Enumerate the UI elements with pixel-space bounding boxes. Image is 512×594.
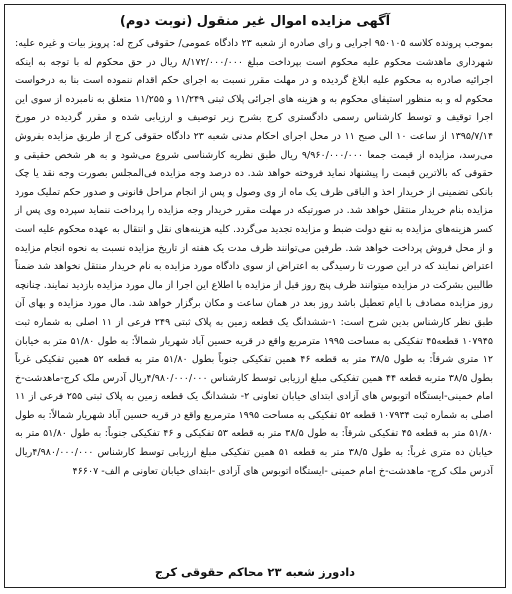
notice-signature: دادورز شعبه ۲۳ محاکم حقوقی کرج	[154, 565, 356, 579]
notice-body: بموجب پرونده کلاسه ۹۵۰۱۰۵ اجرایی و رای صادره از شعبه ۲۳ دادگاه عمومی/ حقوقی کرج له: پرویز بیات و غیره علیه: شهرداری ماهدشت محکوم علیه محکوم است بپرداخت مبلغ ۸/۱۷۲/۰۰۰/۰۰۰ ریال در حق محکوم له با توجه به اینکه اجرائیه صادره به محکوم علیه ابلاغ گردیده و در مهلت مقرر نسبت به اجرای حکم اقدام ننموده است بنا به درخواست محکوم له و به منظور استیفای محکوم به و هزینه های اجرائی پلاک ثبتی ۱۱/۲۴۹ و ۱۱/۲۵۵ متعلق به نامبرده از سوی این اجرا توقیف و توسط کارشناس رسمی دادگستری کرج بشرح زیر توصیف و ارزیابی شده و مقرر گردیده در مورخ ۱۳۹۵/۷/۱۴ از ساعت ۱۰ الی صبح ۱۱ در محل اجرای احکام مدنی شعبه ۲۳ دادگاه حقوقی کرج از طریق مزایده بفروش می‌رسد، مزایده از قیمت جمعا ۹/۹۶۰/۰۰۰/۰۰۰ ریال طبق نظریه کارشناسی شروع می‌شود و به هر شخص حقیقی و حقوقی که بالاترین قیمت را پیشنهاد نماید فروخته خواهد شد. ده درصد وجه مزایده فی‌المجلس بصورت وجه نقد یا چک بانکی تضمینی از خریدار اخذ و الباقی ظرف یک ماه از وی وصول و پس از انجام مراحل قانونی و صدور حکم تملیک مورد مزایده بنام خریدار منتقل خواهد شد. در صورتیکه در مهلت مقرر خریدار وجه مزایده را پرداخت ننماید سپرده وی پس از کسر هزینه‌های مزایده به نفع دولت ضبط و مزایده تجدید می‌گردد. کلیه هزینه‌های نقل و انتقال به عهده محکوم علیه است و از محل فروش پرداخت خواهد شد. طرفین می‌توانند ظرف مدت یک هفته از تاریخ مزایده نسبت به نحوه انجام مزایده اعتراض نمایند که در این صورت تا رسیدگی به اعتراض از سوی دادگاه مورد مزایده به نام خریدار منتقل نخواهد شد ضمناً طالبین بشرکت در مزایده میتوانند ظرف پنج روز قبل از مزایده با اطلاع این اجرا از مال مورد مزایده بازدید نمایند. چنانچه روز مزایده مصادف با ایام تعطیل باشد روز بعد در همان ساعت و مکان برگزار خواهد شد. مال مورد مزایده و بهای آن طبق نظر کارشناس بدین شرح است: ۱-ششدانگ یک قطعه زمین به پلاک ثبتی ۲۴۹ فرعی از ۱۱ اصلی به شماره ثبت ۱۰۷۹۴۵ قطعه۴۵ تفکیکی به مساحت ۱۹۹۵ مترمربع واقع در قریه حسین آباد شهریار شمالاً: به طول ۵۱/۸۰ متر به خیابان ۱۲ متری شرقاً: به طول ۳۸/۵ متر به قطعه ۴۶ همین تفکیکی جنوباً بطول ۵۱/۸۰ متر به قطعه ۵۲ همین تفکیکی غرباً بطول ۳۸/۵ متربه قطعه ۴۴ همین تفکیکی مبلغ ارزیابی توسط کارشناس ۴/۹۸۰/۰۰۰/۰۰۰ریال آدرس ملک کرج-ماهدشت-خ امام خمینی-ایستگاه اتوبوس های آزادی ابتدای خیابان تعاونی ۲- ششدانگ یک قطعه زمین به پلاک ثبتی ۲۵۵ فرعی از ۱۱ اصلی به شماره ثبت ۱۰۷۹۳۴ قطعه ۵۲ تفکیکی به مساحت ۱۹۹۵ مترمربع واقع در قریه حسین آباد شهریار شمالاً: به طول ۵۱/۸۰ متر به قطعه ۴۵ تفکیکی شرقاً: به طول ۳۸/۵ متر به قطعه ۵۳ تفکیکی و ۴۶ تفکیکی جنوباً: به طول ۵۱/۸۰ متر به خیابان ده متری غرباً: به طول ۳۸/۵ متر به قطعه ۵۱ همین تفکیکی مبلغ ارزیابی توسط کارشناس ۴/۹۸۰/۰۰۰/۰۰۰ریال آدرس ملک کرج- ماهدشت-خ امام خمینی -ایستگاه اتوبوس های آزادی -ابتدای خیابان تعاونی م الف- ۴۶۶۰۷	[15, 38, 494, 477]
auction-notice	[4, 4, 506, 588]
notice-title: آگهی مزایده اموال غیر منقول (نوبت دوم)	[119, 14, 391, 29]
